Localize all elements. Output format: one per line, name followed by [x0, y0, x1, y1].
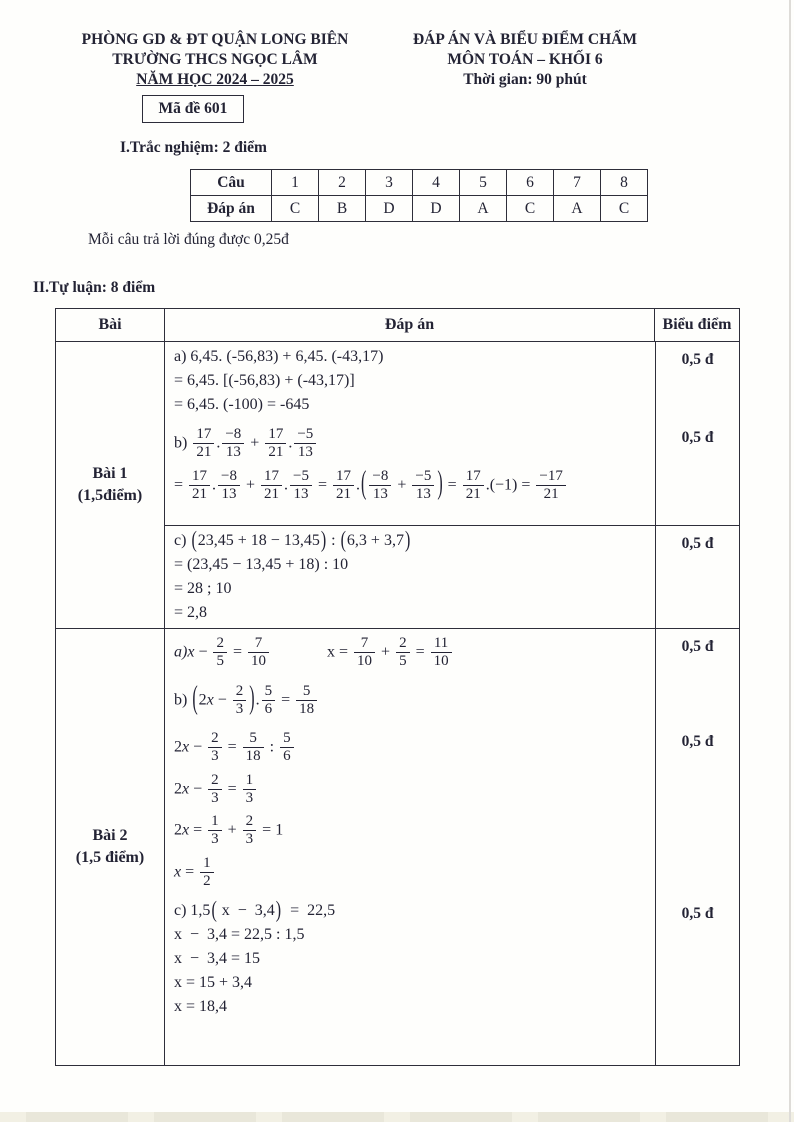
mc-answer-letter: D — [413, 196, 460, 222]
answer-line: c) (23,45 + 18 − 13,45) : (6,3 + 3,7) — [174, 529, 649, 553]
mc-question-number: 2 — [319, 170, 366, 196]
essay-header-answer: Đáp án — [384, 316, 435, 333]
fraction: $\frac{7}{10}$ — [248, 635, 269, 671]
answer-lines — [165, 342, 655, 420]
fraction: $\frac{11}{10}$ — [431, 635, 452, 671]
answer-group — [165, 724, 739, 896]
document-header — [0, 0, 794, 123]
paren-open: ( — [340, 527, 346, 553]
big-paren-open: ( — [192, 681, 198, 717]
header-duration: Thời gian: 90 phút — [463, 71, 587, 88]
answer-line: = 6,45. (-100) = -645 — [174, 396, 310, 413]
answer-line: x − 3,4 = 15 — [174, 950, 261, 967]
paren-open: ( — [211, 897, 217, 923]
fraction: $\frac{17}{21}$ — [333, 468, 354, 504]
big-paren-close: ) — [437, 466, 443, 502]
mc-question-number: 6 — [507, 170, 554, 196]
answer-line: x = 18,4 — [174, 998, 228, 1015]
answer-line: x = $\frac{1}{2}$ — [174, 852, 649, 894]
header-department: PHÒNG GD & ĐT QUẬN LONG BIÊN — [81, 31, 349, 48]
mc-answer-letter: A — [554, 196, 601, 222]
answer-line: a)x − $\frac{2}{5}$ = $\frac{7}{10}$ x = $\frac{7}{10}$ + $\frac{2}{5}$ = $\frac{11}{10}$ — [174, 632, 649, 674]
mc-table-body — [191, 170, 648, 222]
score-value: 0,5 đ — [681, 638, 714, 655]
answer-group — [165, 677, 739, 725]
mc-row-label: Đáp án — [191, 196, 272, 222]
answer-line: = $\frac{17}{21}$ . $\frac{-8}{13}$ + $\frac{17}{21}$ . $\frac{-5}{13}$ = $\frac{17}{21}$ .( $\frac{-8}{13}$ + $\frac{-5}{13}$ ) = $\frac{17}{21}$ .(−1) = $\frac{-17}{21}$ — [174, 465, 649, 507]
mc-answer-row — [191, 196, 648, 222]
answer-subrow — [165, 342, 739, 525]
score-value: 0,5 đ — [681, 905, 714, 922]
answer-lines — [165, 420, 655, 525]
big-paren-close: ) — [249, 681, 255, 717]
fraction: $\frac{17}{21}$ — [265, 426, 286, 462]
fraction: $\frac{-5}{13}$ — [294, 426, 316, 462]
score-cell — [655, 896, 739, 1065]
answer-subrow — [165, 525, 739, 628]
answer-lines — [165, 629, 655, 677]
answer-line: 2x − $\frac{2}{3}$ = $\frac{1}{3}$ — [174, 769, 649, 811]
fraction: $\frac{2}{3}$ — [233, 683, 247, 719]
fraction: $\frac{2}{3}$ — [208, 730, 222, 766]
answer-lines — [165, 724, 655, 896]
mc-question-number: 4 — [413, 170, 460, 196]
paren-close: ) — [320, 527, 327, 553]
fraction: $\frac{1}{3}$ — [208, 813, 222, 849]
paren-close: ) — [275, 897, 282, 923]
score-cell — [655, 677, 739, 725]
fraction: $\frac{17}{21}$ — [189, 468, 210, 504]
mc-answer-letter: C — [507, 196, 554, 222]
fraction: $\frac{-8}{13}$ — [218, 468, 240, 504]
fraction: $\frac{2}{5}$ — [213, 635, 227, 671]
answer-group — [165, 896, 739, 1065]
multiple-choice-section-title: I.Trắc nghiệm: 2 điểm — [120, 139, 267, 156]
fraction: $\frac{17}{21}$ — [463, 468, 484, 504]
essay-header-points: Biểu điểm — [654, 309, 739, 341]
score-cell — [655, 526, 739, 628]
score-cell — [655, 342, 739, 420]
fraction: $\frac{-17}{21}$ — [536, 468, 565, 504]
fraction: $\frac{5}{18}$ — [243, 730, 264, 766]
fraction: $\frac{7}{10}$ — [354, 635, 375, 671]
answer-group — [165, 420, 739, 525]
problem-label-cell — [56, 629, 165, 1065]
mc-table — [190, 169, 648, 222]
answer-line: a) 6,45. (-56,83) + 6,45. (-43,17) — [174, 348, 384, 365]
answer-line: = 28 ; 10 — [174, 580, 232, 597]
mc-answer-letter: C — [601, 196, 648, 222]
essay-table-body — [56, 342, 739, 1065]
fraction: $\frac{5}{6}$ — [280, 730, 294, 766]
mc-question-number: 1 — [272, 170, 319, 196]
fraction: $\frac{1}{2}$ — [200, 855, 214, 891]
fraction: $\frac{2}{5}$ — [396, 635, 410, 671]
mc-answer-letter: D — [366, 196, 413, 222]
answer-line: b) $\frac{17}{21}$ . $\frac{-8}{13}$ + $\frac{17}{21}$ . $\frac{-5}{13}$ — [174, 423, 649, 465]
mc-question-number: 3 — [366, 170, 413, 196]
mc-question-row — [191, 170, 648, 196]
answer-line: = 6,45. [(-56,83) + (-43,17)] — [174, 372, 355, 389]
answer-group — [165, 629, 739, 677]
answer-group — [165, 526, 739, 628]
answer-line: c) 1,5( x − 3,4) = 22,5 — [174, 899, 649, 923]
paren-close: ) — [404, 527, 411, 553]
fraction: $\frac{2}{3}$ — [243, 813, 257, 849]
problem-points-label: (1,5 điểm) — [75, 849, 145, 866]
essay-table — [55, 308, 740, 1066]
answer-group — [165, 342, 739, 420]
answer-lines — [165, 677, 655, 725]
header-school-block — [50, 30, 380, 123]
answer-line: 2x = $\frac{1}{3}$ + $\frac{2}{3}$ = 1 — [174, 813, 284, 848]
answer-line: = 2,8 — [174, 604, 208, 621]
answer-subrow — [165, 629, 739, 1065]
mc-answer-letter: B — [319, 196, 366, 222]
fraction: $\frac{5}{18}$ — [296, 683, 317, 719]
answer-line: 2x − $\frac{2}{3}$ = $\frac{5}{18}$ : $\frac{5}{6}$ — [174, 727, 649, 769]
problem-subrows — [165, 342, 739, 628]
header-school-year: NĂM HỌC 2024 – 2025 — [136, 71, 294, 88]
answer-lines — [165, 526, 655, 628]
answer-lines — [165, 896, 655, 1065]
score-cell — [655, 724, 739, 896]
header-exam-block — [380, 30, 670, 123]
score-cell — [655, 420, 739, 525]
answer-line: = (23,45 − 13,45 + 18) : 10 — [174, 556, 349, 573]
header-answer-key-title: ĐÁP ÁN VÀ BIỂU ĐIỂM CHẤM — [412, 31, 638, 48]
essay-section-title: II.Tự luận: 8 điểm — [33, 279, 156, 296]
essay-problem-row — [56, 628, 739, 1065]
score-value: 0,5 đ — [681, 535, 714, 552]
fraction: $\frac{-8}{13}$ — [369, 468, 391, 504]
mc-question-number: 5 — [460, 170, 507, 196]
score-value: 0,5 đ — [681, 733, 714, 750]
essay-table-header-row — [56, 309, 739, 342]
fraction: $\frac{-8}{13}$ — [222, 426, 244, 462]
score-cell — [655, 629, 739, 677]
header-school: TRƯỜNG THCS NGỌC LÂM — [112, 51, 318, 68]
score-value: 0,5 đ — [681, 429, 714, 446]
score-value: 0,5 đ — [681, 351, 714, 368]
fraction: $\frac{-5}{13}$ — [290, 468, 312, 504]
fraction: $\frac{1}{3}$ — [243, 772, 257, 808]
scan-bottom-edge-artifact — [0, 1112, 794, 1122]
fraction: $\frac{-5}{13}$ — [412, 468, 434, 504]
mc-row-label: Câu — [191, 170, 272, 196]
big-paren-open: ( — [361, 466, 367, 502]
fraction: $\frac{17}{21}$ — [193, 426, 214, 462]
essay-header-problem: Bài — [56, 309, 165, 341]
mc-question-number: 7 — [554, 170, 601, 196]
mc-scoring-note: Mỗi câu trả lời đúng được 0,25đ — [88, 231, 289, 248]
answer-line: x = 15 + 3,4 — [174, 974, 253, 991]
problem-points-label: (1,5điểm) — [77, 487, 143, 504]
essay-problem-row — [56, 342, 739, 628]
answer-line: b) (2x − $\frac{2}{3}$ ). $\frac{5}{6}$ = $\frac{5}{18}$ — [174, 680, 649, 722]
answer-line: x − 3,4 = 22,5 : 1,5 — [174, 926, 305, 943]
paren-open: ( — [191, 527, 197, 553]
exam-code-box: Mã đề 601 — [142, 95, 245, 123]
scan-right-edge-artifact — [789, 0, 791, 1122]
mc-question-number: 8 — [601, 170, 648, 196]
problem-subrows — [165, 629, 739, 1065]
fraction: $\frac{17}{21}$ — [261, 468, 282, 504]
problem-label: Bài 2 — [92, 827, 128, 844]
fraction: $\frac{5}{6}$ — [262, 683, 276, 719]
problem-label: Bài 1 — [92, 465, 128, 482]
mc-answer-letter: A — [460, 196, 507, 222]
problem-label-cell — [56, 342, 165, 628]
header-subject: MÔN TOÁN – KHỐI 6 — [447, 51, 603, 68]
fraction: $\frac{2}{3}$ — [208, 772, 222, 808]
mc-answer-letter: C — [272, 196, 319, 222]
